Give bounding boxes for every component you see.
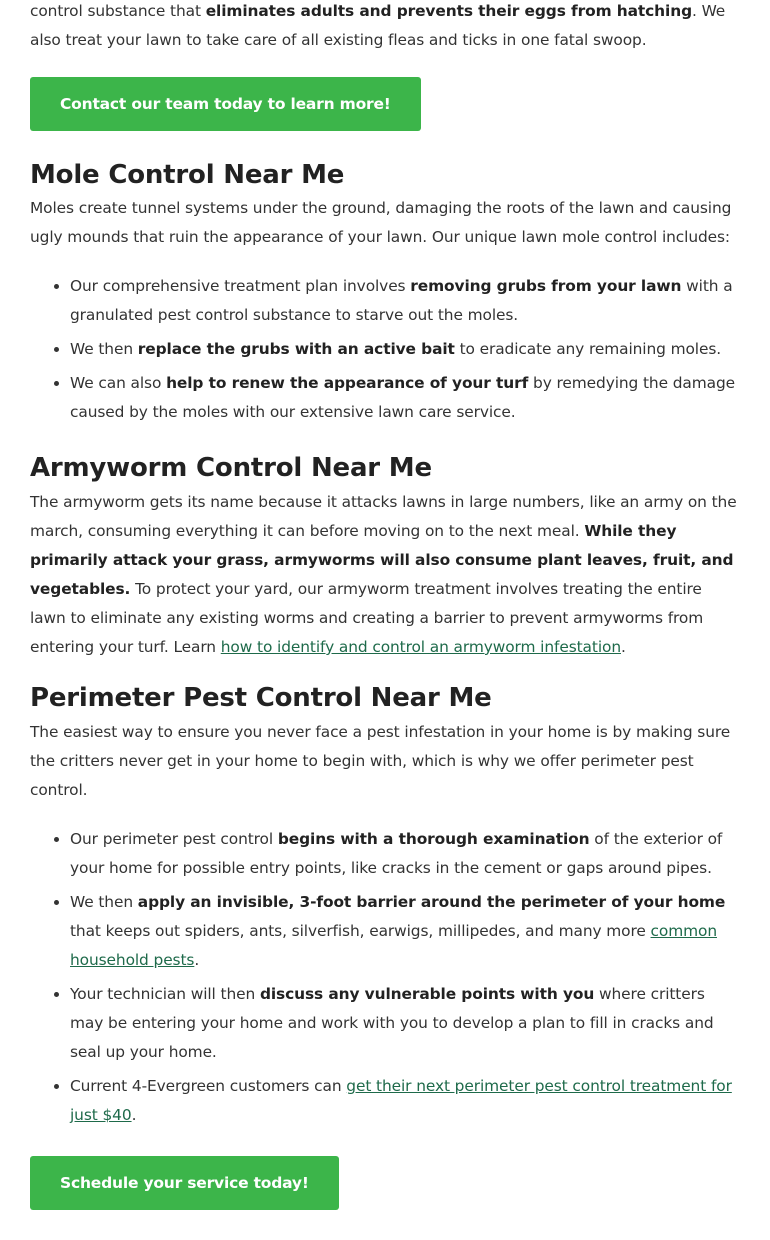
mole-heading: Mole Control Near Me bbox=[30, 160, 345, 190]
perimeter-heading: Perimeter Pest Control Near Me bbox=[30, 683, 492, 713]
text: control substance that bbox=[30, 2, 206, 20]
article bbox=[30, 0, 742, 1210]
bold-text: eliminates adults and prevents their eggs from hatching bbox=[205, 2, 692, 20]
mole-list bbox=[30, 272, 742, 427]
contact-team-button[interactable]: Contact our team today to learn more! bbox=[30, 77, 421, 131]
schedule-service-button[interactable]: Schedule your service today! bbox=[30, 1156, 339, 1210]
armyworm-heading: Armyworm Control Near Me bbox=[30, 453, 432, 483]
list-item: • Current 4-Evergreen customers can get their next perimeter pest control treatment for just $40. bbox=[70, 1072, 742, 1130]
list-item: • Our comprehensive treatment plan involves removing grubs from your lawn with a granulated pest control substance to starve out the moles. bbox=[70, 272, 742, 330]
armyworm-link[interactable]: how to identify and control an armyworm infestation bbox=[220, 638, 621, 656]
perimeter-paragraph: The easiest way to ensure you never face a pest infestation in your home is by making sure the critters never get in your home to begin with, which is why we offer perimeter pest control. bbox=[30, 723, 731, 799]
perimeter-list bbox=[30, 825, 742, 1130]
perimeter-offer-link[interactable]: get their next perimeter pest control treatment for just $40 bbox=[70, 1077, 732, 1124]
list-item: • We then apply an invisible, 3-foot barrier around the perimeter of your home that keeps out spiders, ants, silverfish, earwigs, millipedes, and many more common household pests. bbox=[70, 888, 742, 975]
text: . We also treat your lawn to take care of all existing fleas and ticks in one fatal swoop. bbox=[30, 2, 726, 49]
list-item: • We then replace the grubs with an active bait to eradicate any remaining moles. bbox=[70, 335, 742, 364]
list-item: • Our perimeter pest control begins with a thorough examination of the exterior of your home for possible entry points, like cracks in the cement or gaps around pipes. bbox=[70, 825, 742, 883]
intro-paragraph bbox=[30, 0, 742, 55]
list-item: • We can also help to renew the appearance of your turf by remedying the damage caused by the moles with our extensive lawn care service. bbox=[70, 369, 742, 427]
list-item: • Your technician will then discuss any vulnerable points with you where critters may be entering your home and work with you to develop a plan to fill in cracks and seal up your home. bbox=[70, 980, 742, 1067]
mole-paragraph: Moles create tunnel systems under the ground, damaging the roots of the lawn and causing ugly mounds that ruin the appearance of your lawn. Our unique lawn mole control includes: bbox=[30, 199, 732, 246]
armyworm-paragraph: The armyworm gets its name because it attacks lawns in large numbers, like an army on the march, consuming everything it can before moving on to the next meal. While they primarily attack your grass, armyworms will also consume plant leaves, fruit, and vegetables. To protect your yard, our armyworm treatment involves treating the entire lawn to eliminate any existing worms and creating a barrier to prevent armyworms from entering your turf. Learn how to identify and control an armyworm infestation. bbox=[30, 493, 737, 656]
household-pests-link[interactable]: common household pests bbox=[70, 922, 717, 969]
